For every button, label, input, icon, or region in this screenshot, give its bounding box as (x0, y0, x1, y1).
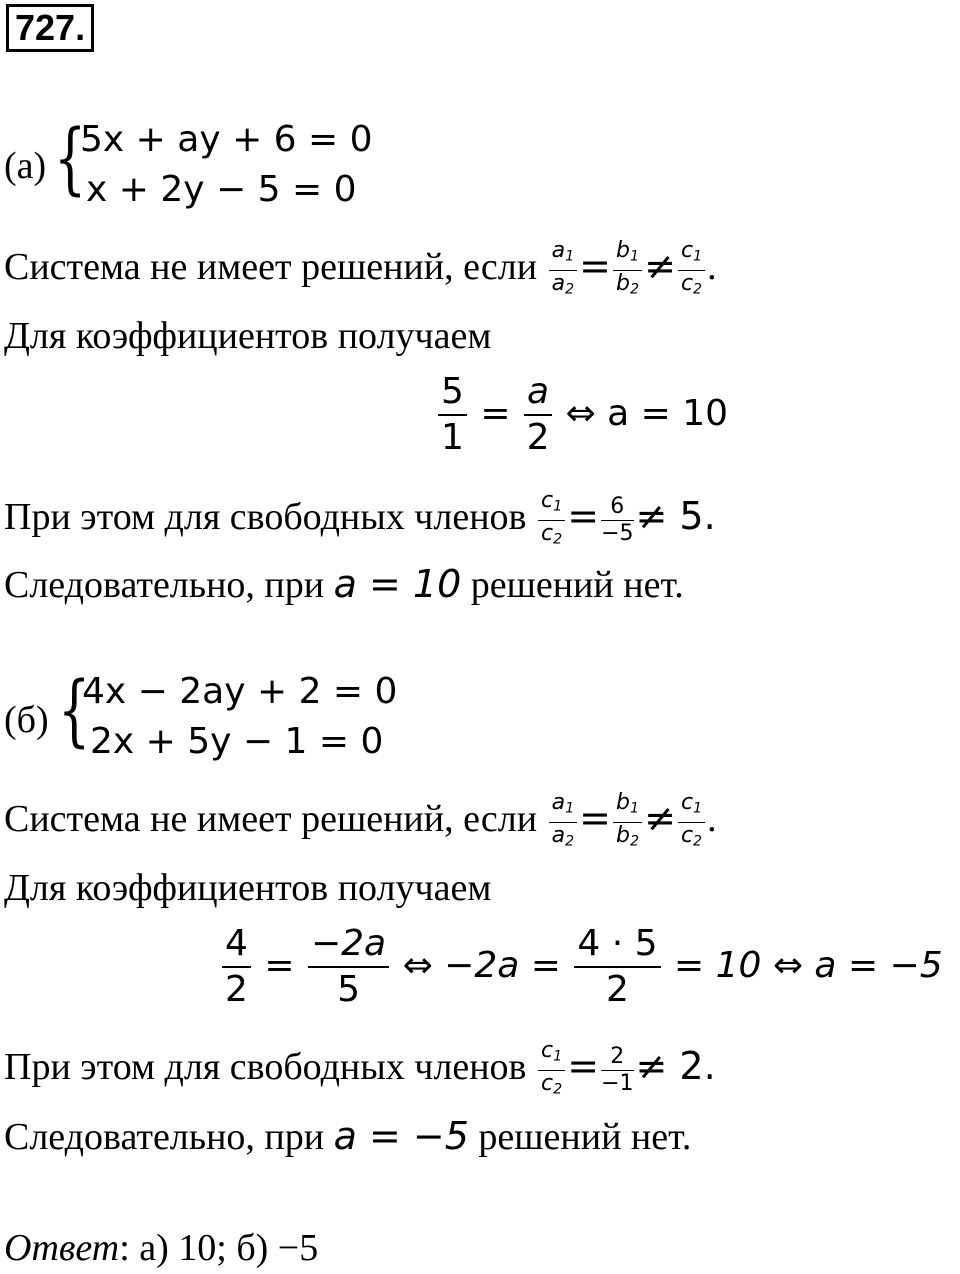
fraction-minus2a-5: $\frac{-2a}{5}$ (308, 922, 389, 1012)
fraction-2-minus1: $\frac{2}{-1}$ (601, 1043, 634, 1096)
problem-number: 727. (6, 4, 94, 52)
fraction-c1-c2: $\frac{c_1}{c_2}$ (678, 238, 705, 302)
free-terms-line-a: При этом для свободных членов $\frac{c_1}{c_2}$ = $\frac{6}{-5}$ ≠ 5. (4, 488, 716, 552)
part-b-label: (б) (4, 699, 49, 741)
coefficient-equation-a: $\frac{5}{1}$ = $\frac{a}{2}$ ⇔ a = 10 (436, 370, 728, 460)
system-brace-a: { (54, 114, 87, 204)
coefficient-equation-b: $\frac{4}{2}$ = $\frac{-2a}{5}$ ⇔ −2a = $\frac{4 \cdot 5}{2}$ = 10 ⇔ a = −5 (220, 922, 943, 1012)
fraction-5-1: $\frac{5}{1}$ (438, 370, 467, 460)
fraction-a1-a2: $\frac{a_1}{a_2}$ (549, 238, 578, 302)
condition-text: Система не имеет решений, если (4, 245, 538, 288)
fraction-4x5-2: $\frac{4 \cdot 5}{2}$ (574, 922, 660, 1012)
condition-line-b: Система не имеет решений, если $\frac{a_1}{a_2}$ = $\frac{b_1}{b_2}$ ≠ $\frac{c_1}{c_2}$ . (4, 790, 717, 854)
condition-line-a: Система не имеет решений, если $\frac{a_1}{a_2}$ = $\frac{b_1}{b_2}$ ≠ $\frac{c_1}{c_2}$ . (4, 238, 717, 302)
fraction-c1-c2-b: $\frac{c_1}{c_2}$ (538, 1038, 565, 1102)
fraction-b1-b2: $\frac{b_1}{b_2}$ (613, 238, 642, 302)
fraction-6-minus5: $\frac{6}{-5}$ (601, 493, 634, 546)
part-a-label: (а) (4, 145, 47, 187)
system-b-eq1: 4x − 2ay + 2 = 0 (82, 671, 398, 712)
conclusion-b: Следовательно, при a = −5 решений нет. (4, 1114, 692, 1158)
fraction-a1-a2: $\frac{a_1}{a_2}$ (549, 790, 578, 854)
conclusion-a: Следовательно, при a = 10 решений нет. (4, 562, 684, 606)
answer-text: : а) 10; б) −5 (119, 1227, 319, 1269)
coefficients-text-a: Для коэффициентов получаем (4, 315, 492, 357)
system-a-eq2: x + 2y − 5 = 0 (86, 169, 357, 210)
coefficients-text-b: Для коэффициентов получаем (4, 867, 492, 909)
free-terms-line-b: При этом для свободных членов $\frac{c_1}{c_2}$ = $\frac{2}{-1}$ ≠ 2. (4, 1038, 716, 1102)
system-a-eq1: 5x + ay + 6 = 0 (80, 119, 373, 160)
fraction-4-2: $\frac{4}{2}$ (222, 922, 251, 1012)
system-b-eq2: 2x + 5y − 1 = 0 (90, 721, 384, 762)
fraction-c1-c2-a: $\frac{c_1}{c_2}$ (538, 488, 565, 552)
system-brace-b: { (58, 666, 91, 756)
fraction-a-2: $\frac{a}{2}$ (524, 370, 552, 460)
answer-label: Ответ (4, 1227, 120, 1269)
fraction-b1-b2: $\frac{b_1}{b_2}$ (613, 790, 642, 854)
fraction-c1-c2: $\frac{c_1}{c_2}$ (678, 790, 705, 854)
answer-line (4, 1226, 318, 1270)
